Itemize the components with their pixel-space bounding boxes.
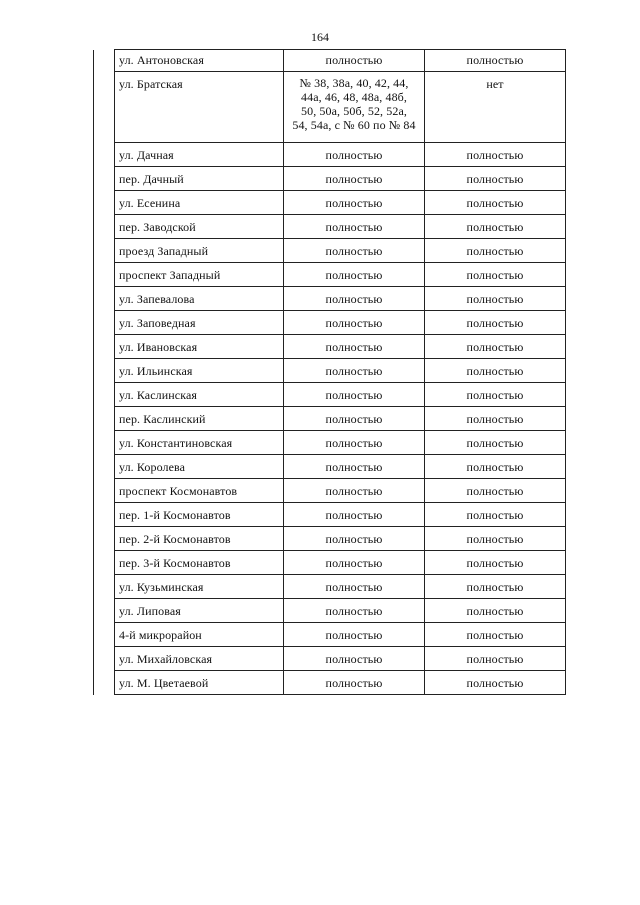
row-gutter-cell (94, 191, 115, 215)
table-row (94, 287, 566, 311)
street-name-cell: ул. Ильинская (115, 359, 284, 383)
status-cell: полностью (425, 407, 566, 431)
coverage-cell: полностью (284, 383, 425, 407)
street-name-cell: пер. Дачный (115, 167, 284, 191)
status-cell: полностью (425, 503, 566, 527)
street-name-cell: ул. Кузьминская (115, 575, 284, 599)
street-name-cell: ул. Липовая (115, 599, 284, 623)
row-gutter-cell (94, 335, 115, 359)
house-numbers-line: № 38, 38а, 40, 42, 44, (299, 76, 409, 90)
table-row (94, 359, 566, 383)
row-gutter-cell (94, 575, 115, 599)
row-gutter-cell (94, 359, 115, 383)
table-row (94, 551, 566, 575)
street-name-cell: пер. Каслинский (115, 407, 284, 431)
table-row (94, 431, 566, 455)
row-gutter-cell (94, 311, 115, 335)
status-cell: полностью (425, 647, 566, 671)
status-cell: полностью (425, 431, 566, 455)
coverage-cell: полностью (284, 359, 425, 383)
street-name-cell: ул. Дачная (115, 143, 284, 167)
table-row (94, 575, 566, 599)
row-gutter-cell (94, 623, 115, 647)
status-cell: полностью (425, 359, 566, 383)
row-gutter-cell (94, 551, 115, 575)
row-gutter-cell (94, 239, 115, 263)
street-name-cell: проспект Западный (115, 263, 284, 287)
table-row (94, 191, 566, 215)
house-numbers-line: 44а, 46, 48, 48а, 48б, (301, 90, 407, 104)
status-cell: полностью (425, 215, 566, 239)
street-name-cell: ул. М. Цветаевой (115, 671, 284, 695)
table-row (94, 50, 566, 72)
row-gutter-cell (94, 431, 115, 455)
row-gutter-cell (94, 50, 115, 72)
street-name-cell: проезд Западный (115, 239, 284, 263)
status-cell: полностью (425, 383, 566, 407)
street-name-cell: ул. Есенина (115, 191, 284, 215)
row-gutter-cell (94, 407, 115, 431)
row-gutter-cell (94, 503, 115, 527)
status-cell: полностью (425, 551, 566, 575)
coverage-cell: полностью (284, 551, 425, 575)
street-name-cell: проспект Космонавтов (115, 479, 284, 503)
street-name-cell: ул. Михайловская (115, 647, 284, 671)
status-cell: полностью (425, 335, 566, 359)
street-name-cell: пер. 2-й Космонавтов (115, 527, 284, 551)
status-cell: полностью (425, 191, 566, 215)
status-cell: нет (425, 72, 566, 143)
street-name-cell: ул. Заповедная (115, 311, 284, 335)
street-name-cell: ул. Королева (115, 455, 284, 479)
table-row (94, 72, 566, 143)
street-name-cell: пер. Заводской (115, 215, 284, 239)
table-row (94, 143, 566, 167)
status-cell: полностью (425, 527, 566, 551)
status-cell: полностью (425, 311, 566, 335)
row-gutter-cell (94, 287, 115, 311)
coverage-cell: полностью (284, 263, 425, 287)
table-row (94, 167, 566, 191)
row-gutter-cell (94, 72, 115, 143)
coverage-cell: полностью (284, 311, 425, 335)
coverage-cell: полностью (284, 575, 425, 599)
status-cell: полностью (425, 575, 566, 599)
table-row (94, 503, 566, 527)
table-row (94, 647, 566, 671)
coverage-cell: полностью (284, 143, 425, 167)
status-cell: полностью (425, 455, 566, 479)
coverage-cell: полностью (284, 215, 425, 239)
table-row (94, 599, 566, 623)
coverage-cell: полностью (284, 50, 425, 72)
status-cell: полностью (425, 599, 566, 623)
streets-table (93, 49, 566, 695)
coverage-cell: полностью (284, 527, 425, 551)
row-gutter-cell (94, 671, 115, 695)
street-name-cell: пер. 1-й Космонавтов (115, 503, 284, 527)
coverage-cell: полностью (284, 407, 425, 431)
status-cell: полностью (425, 263, 566, 287)
street-name-cell: 4-й микрорайон (115, 623, 284, 647)
row-gutter-cell (94, 167, 115, 191)
row-gutter-cell (94, 263, 115, 287)
table-row (94, 215, 566, 239)
table-row (94, 527, 566, 551)
street-name-cell: пер. 3-й Космонавтов (115, 551, 284, 575)
table-row (94, 407, 566, 431)
street-name-cell: ул. Антоновская (115, 50, 284, 72)
row-gutter-cell (94, 215, 115, 239)
row-gutter-cell (94, 479, 115, 503)
coverage-cell: полностью (284, 599, 425, 623)
coverage-cell: полностью (284, 431, 425, 455)
coverage-cell: полностью (284, 239, 425, 263)
status-cell: полностью (425, 287, 566, 311)
row-gutter-cell (94, 455, 115, 479)
status-cell: полностью (425, 239, 566, 263)
status-cell: полностью (425, 167, 566, 191)
status-cell: полностью (425, 671, 566, 695)
street-name-cell: ул. Константиновская (115, 431, 284, 455)
coverage-cell: полностью (284, 671, 425, 695)
street-name-cell: ул. Запевалова (115, 287, 284, 311)
coverage-cell: полностью (284, 287, 425, 311)
table-row (94, 623, 566, 647)
table-row (94, 455, 566, 479)
table-row (94, 671, 566, 695)
status-cell: полностью (425, 479, 566, 503)
row-gutter-cell (94, 647, 115, 671)
coverage-cell: полностью (284, 167, 425, 191)
street-name-cell: ул. Ивановская (115, 335, 284, 359)
house-numbers-cell (284, 72, 425, 143)
coverage-cell: полностью (284, 335, 425, 359)
coverage-cell: полностью (284, 191, 425, 215)
table-row (94, 311, 566, 335)
house-numbers-line: 50, 50а, 50б, 52, 52а, (301, 104, 407, 118)
status-cell: полностью (425, 50, 566, 72)
status-cell: полностью (425, 143, 566, 167)
table-row (94, 383, 566, 407)
table-row (94, 263, 566, 287)
table-row (94, 479, 566, 503)
row-gutter-cell (94, 527, 115, 551)
row-gutter-cell (94, 143, 115, 167)
table-row (94, 335, 566, 359)
row-gutter-cell (94, 599, 115, 623)
row-gutter-cell (94, 383, 115, 407)
street-name-cell: ул. Братская (115, 72, 284, 143)
status-cell: полностью (425, 623, 566, 647)
house-numbers-line: 54, 54а, с № 60 по № 84 (292, 118, 416, 132)
coverage-cell: полностью (284, 623, 425, 647)
page-number: 164 (311, 30, 329, 44)
coverage-cell: полностью (284, 479, 425, 503)
coverage-cell: полностью (284, 455, 425, 479)
table-row (94, 239, 566, 263)
street-name-cell: ул. Каслинская (115, 383, 284, 407)
coverage-cell: полностью (284, 503, 425, 527)
coverage-cell: полностью (284, 647, 425, 671)
